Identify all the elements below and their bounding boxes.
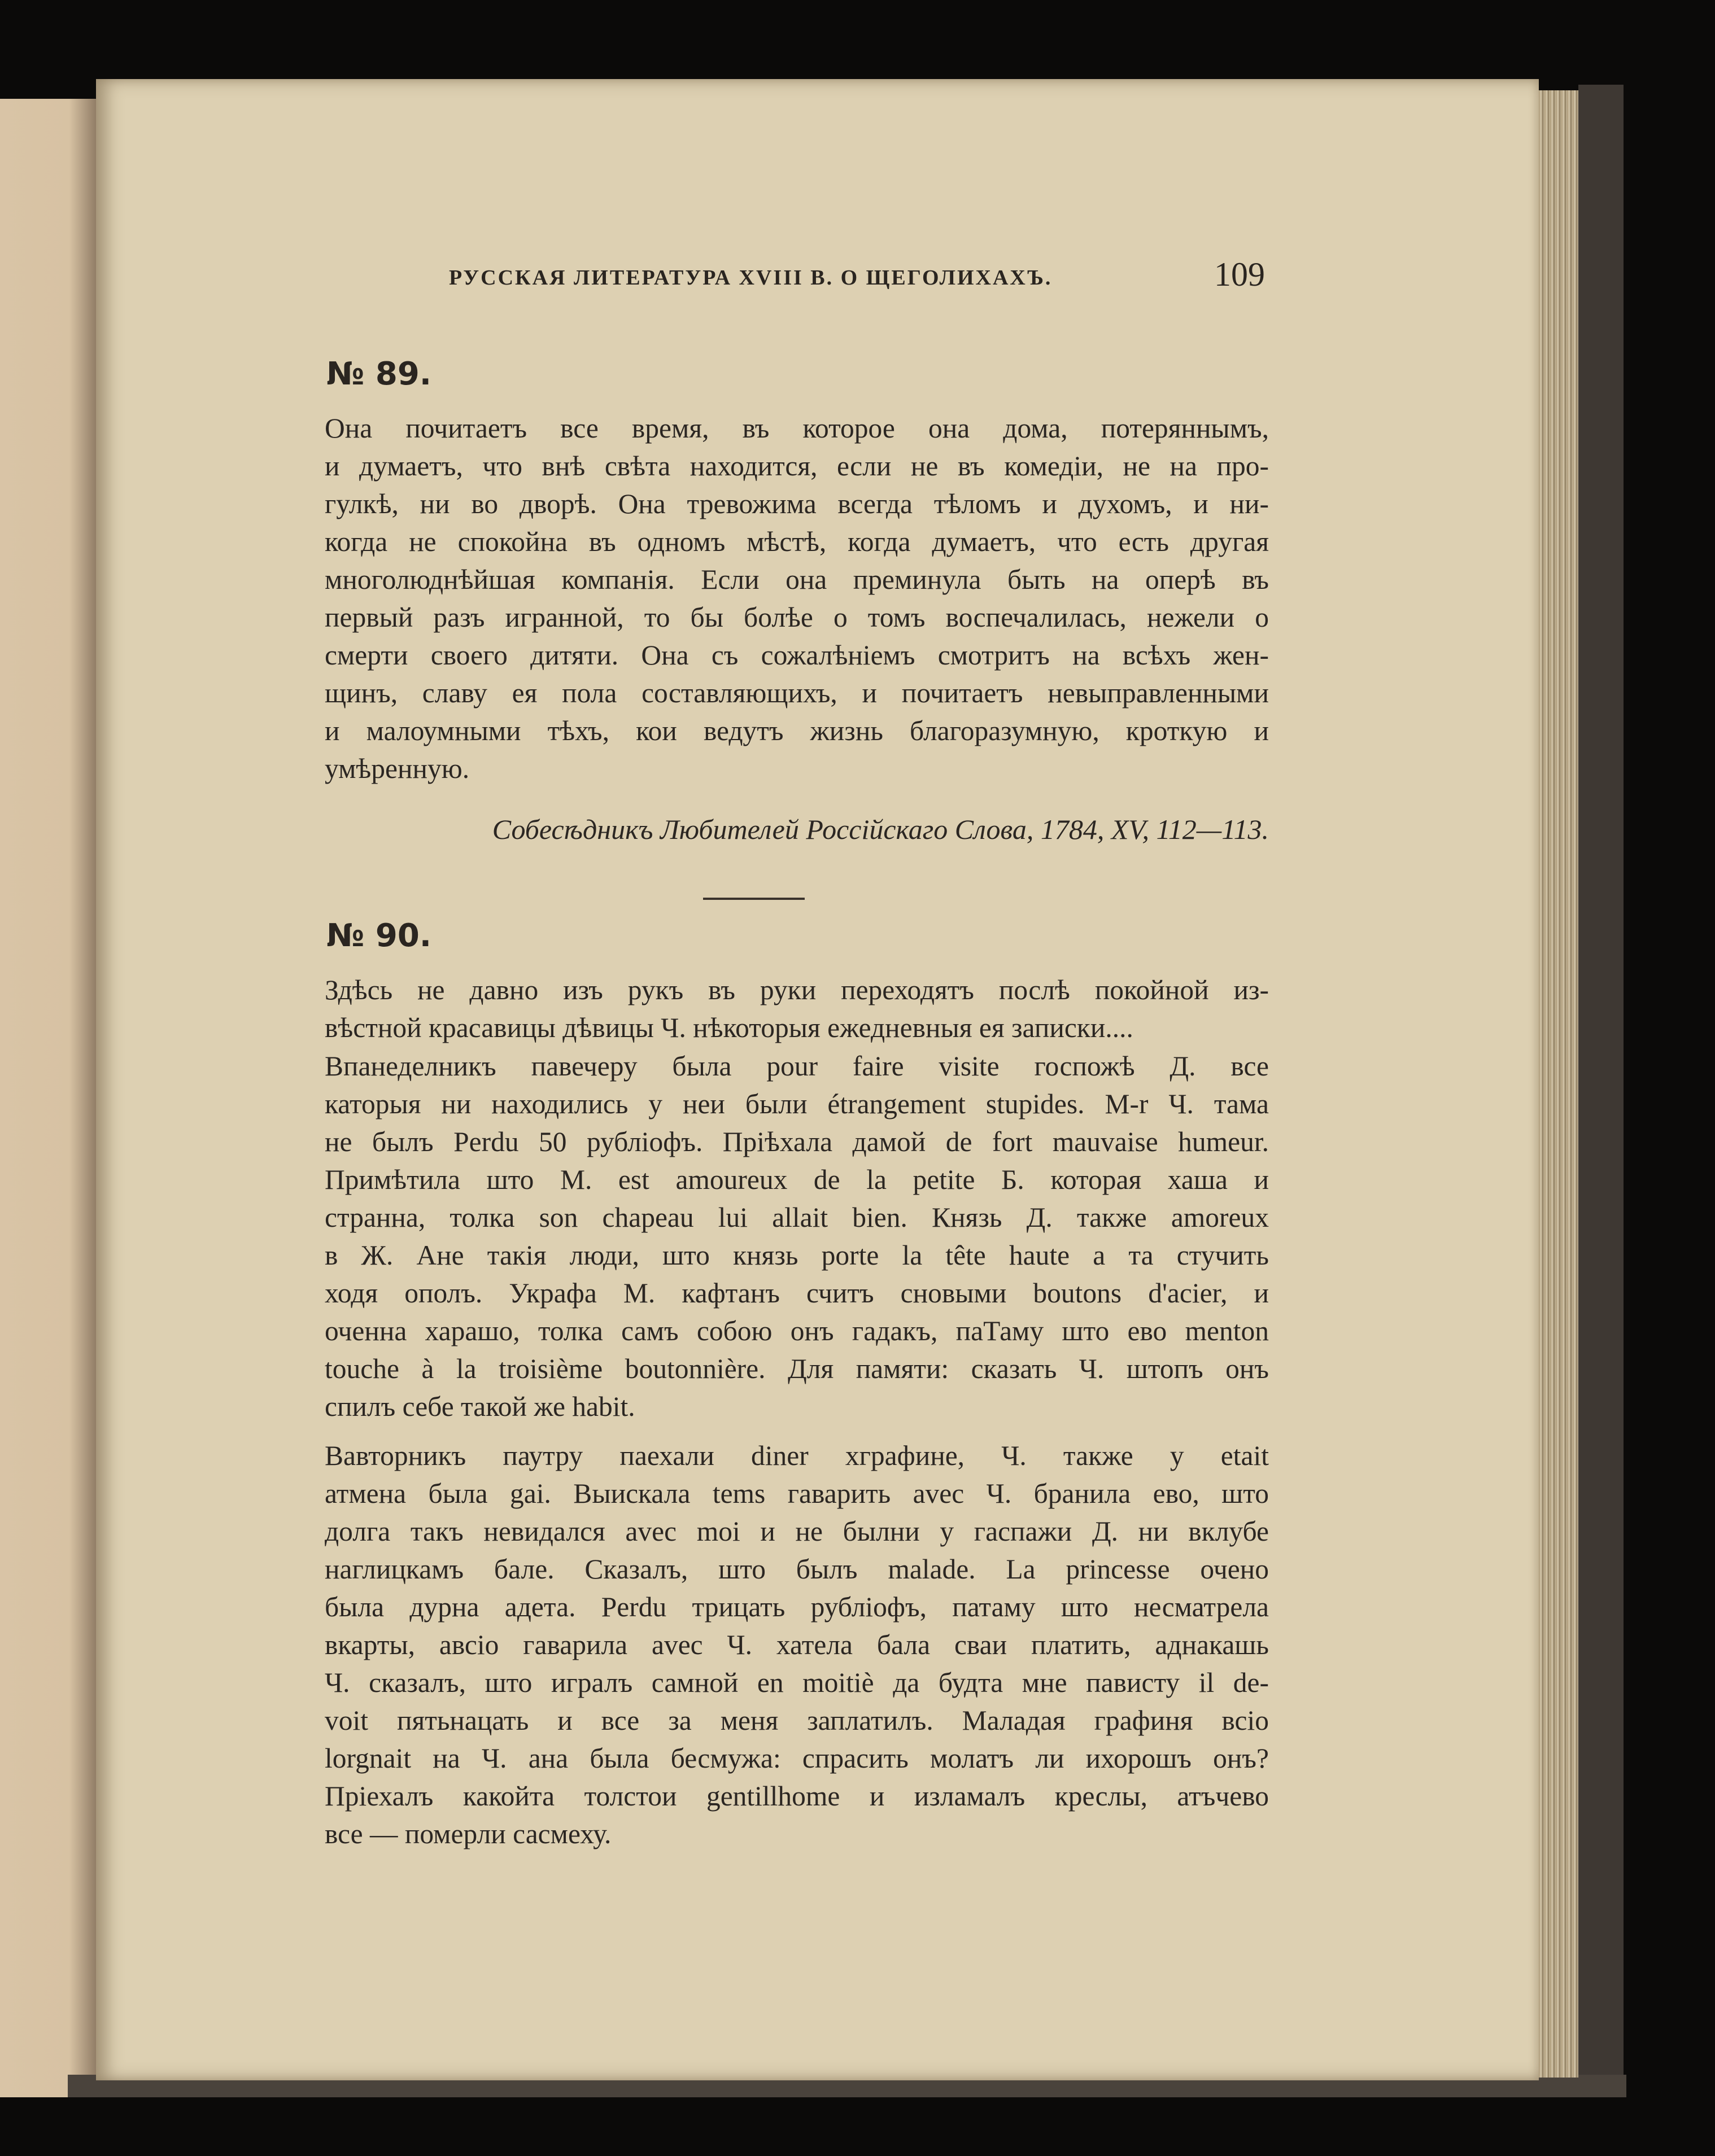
text-line: в Ж. Ане такiя люди, што князь porte la tête haute а та стучить	[325, 1240, 1269, 1271]
text-line: touche à la troisième boutonnière. Для памяти: сказать Ч. штопъ онъ	[325, 1353, 1269, 1384]
running-title: РУССКАЯ ЛИТЕРАТУРА XVIII В. О ЩЕГОЛИХАХЪ.	[449, 266, 1053, 290]
text-line: все — померли сасмеху.	[325, 1818, 612, 1849]
text-line: каторыя ни находились у неи были étrangement stupides. M-r Ч. тама	[325, 1088, 1269, 1119]
source-citation: Собесѣдникъ Любителей Россійскаго Слова, 1784, XV, 112—113.	[492, 814, 1269, 845]
text-line: странна, толка son chapeau lui allait bien. Князь Д. также amoreux	[325, 1202, 1269, 1233]
text-line: наглицкамъ бале. Сказалъ, што былъ malade. La princesse очено	[325, 1554, 1269, 1585]
entry-number: № 89.	[326, 356, 432, 392]
text-line: Ч. сказалъ, што игралъ самной en moitiè да будта мне павиcту il de-	[325, 1667, 1269, 1698]
entry-text	[325, 409, 1269, 788]
text-line: Впанеделникъ павечеру была pour faire visite госпожѣ Д. все	[325, 1051, 1269, 1082]
text-line: и думаетъ, что внѣ свѣта находится, если не въ комедіи, не на про-	[325, 451, 1269, 482]
entry-paragraph	[325, 1047, 1269, 1425]
text-line: щинъ, славу ея пола составляющихъ, и почитаетъ невыправленными	[325, 677, 1269, 709]
book-cover-right	[1578, 85, 1624, 2083]
text-line: lorgnait на Ч. ана была бесмужа: спрасить молатъ ли ихорошъ онъ?	[325, 1743, 1269, 1774]
text-line: и малоумными тѣхъ, кои ведутъ жизнь благоразумную, кроткую и	[325, 715, 1269, 746]
text-line: Пpiехалъ какойта толстои gentillhome и изламалъ креслы, атъчево	[325, 1781, 1269, 1812]
entry-paragraph	[325, 1437, 1269, 1853]
entry-number: № 90.	[326, 917, 432, 954]
text-line: многолюднѣйшая компанія. Если она преминула быть на оперѣ въ	[325, 564, 1269, 595]
section-divider	[703, 898, 805, 900]
text-line: долга такъ невидался avec moi и не былни у гаспажи Д. ни вклубе	[325, 1516, 1269, 1547]
text-line: voit пятьнацать и все за меня заплатилъ. Маладая графиня всiо	[325, 1705, 1269, 1736]
text-line: когда не спокойна въ одномъ мѣстѣ, когда думаетъ, что есть другая	[325, 526, 1269, 557]
text-line: Здѣсь не давно изъ рукъ въ руки переходятъ послѣ покойной из-	[325, 974, 1269, 1005]
page-stack-edge	[1539, 90, 1578, 2078]
text-line: Она почитаетъ все время, въ которое она дома, потеряннымъ,	[325, 413, 1269, 444]
text-line: гулкѣ, ни во дворѣ. Она тревожима всегда тѣломъ и духомъ, и ни-	[325, 488, 1269, 519]
text-line: вкарты, авсiо гаварила avec Ч. хатела бала сваи платить, аднакашь	[325, 1629, 1269, 1660]
text-line: не былъ Perdu 50 рублiофъ. Прiѣхала дамой de fort mauvaise humeur.	[325, 1126, 1269, 1157]
text-line: вѣстной красавицы дѣвицы Ч. нѣкоторыя ежедневныя ея записки....	[325, 1012, 1133, 1043]
text-line: была дурна адета. Perdu трицать рублiофъ, патаму што несматрела	[325, 1591, 1269, 1623]
text-line: оченна харашо, толка самъ собою онъ гадакъ, паТаму што ево menton	[325, 1315, 1269, 1346]
entry-paragraph	[325, 971, 1269, 1047]
page-number: 109	[1214, 256, 1265, 293]
text-line: первый разъ игранной, то бы болѣе о томъ воспечалилась, нежели о	[325, 602, 1269, 633]
text-line: смерти своего дитяти. Она съ сожалѣніемъ смотритъ на всѣхъ жен-	[325, 640, 1269, 671]
text-line: Вавторникъ паутру паехали diner хграфине, Ч. также у etait	[325, 1440, 1269, 1471]
text-line: ходя ополъ. Украфа М. кафтанъ считъ сновыми boutons d'acier, и	[325, 1278, 1269, 1309]
text-line: умѣренную.	[325, 753, 470, 784]
left-page-edge	[0, 99, 99, 2097]
text-line: Примѣтила што М. est amoureux de la petite Б. которая хаша и	[325, 1164, 1269, 1195]
text-line: атмена была gai. Выискала tems гаварить avec Ч. бранила ево, што	[325, 1478, 1269, 1509]
text-line: спилъ себе такой же habit.	[325, 1391, 635, 1422]
